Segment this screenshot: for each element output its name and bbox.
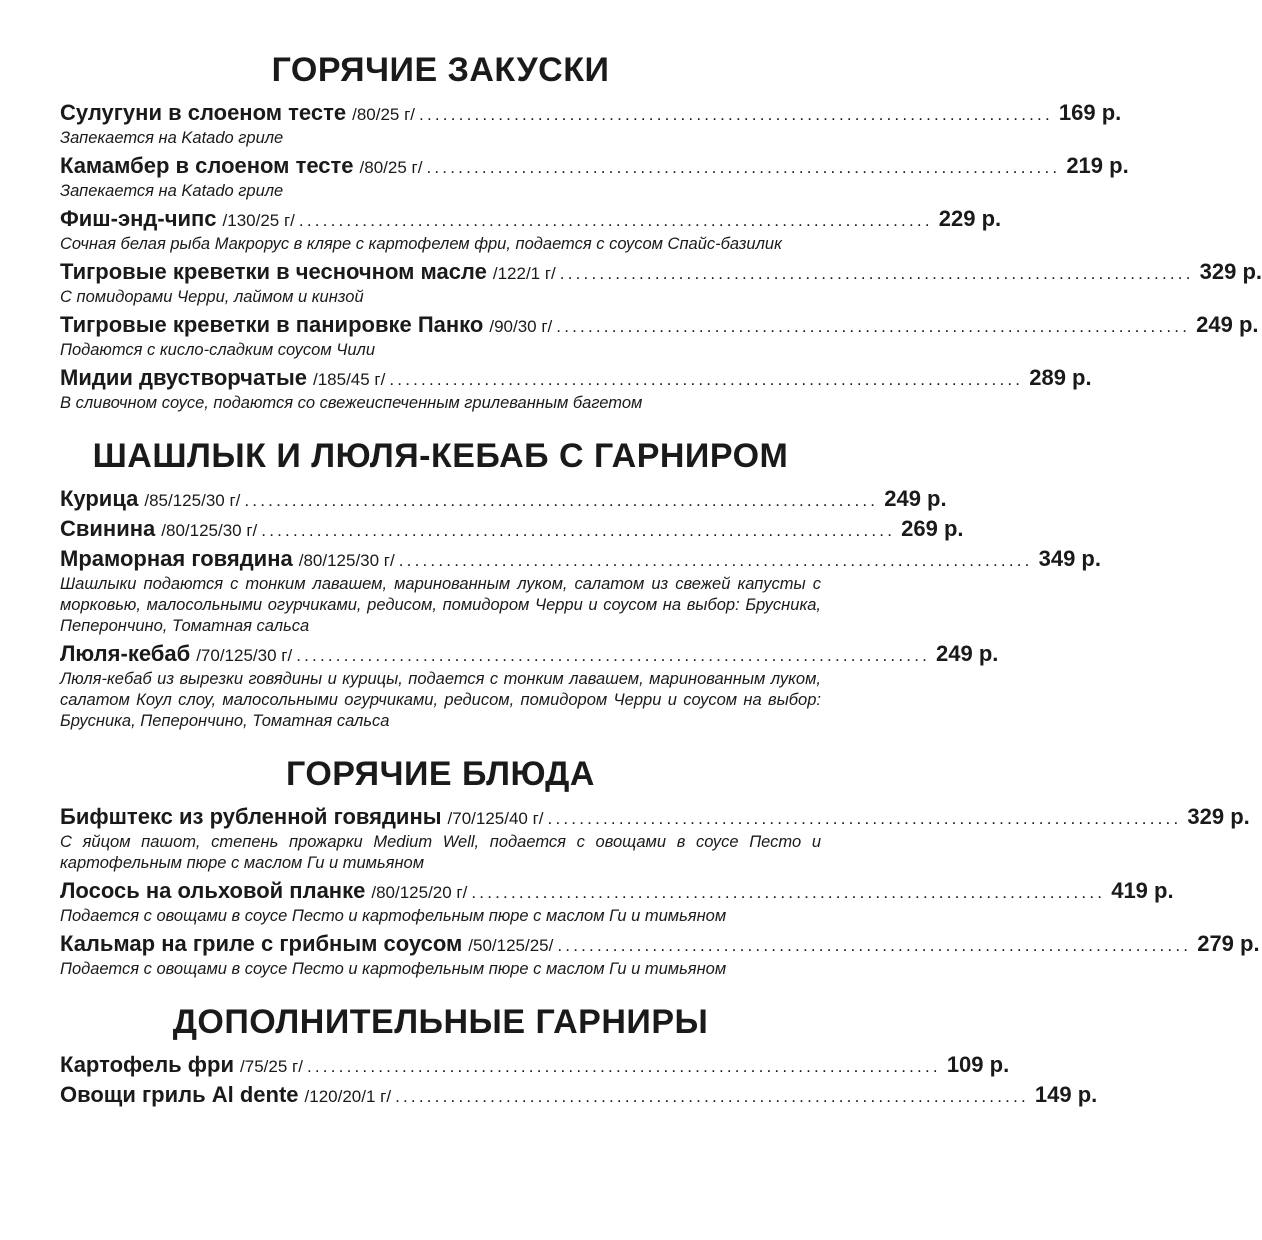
item-portion: /120/20/1 г/ (304, 1087, 392, 1106)
leader-dots: ................................................................................ (395, 1087, 1029, 1106)
item-portion: /80/25 г/ (352, 105, 416, 124)
item-name: Овощи гриль Al dente (60, 1082, 299, 1107)
leader-dots: ................................................................................ (471, 883, 1106, 902)
item-description: Запекается на Katado гриле (60, 129, 284, 147)
menu-item (60, 1082, 1098, 1112)
item-price: 349 р. (1038, 546, 1101, 571)
item-name: Сулугуни в слоеном тесте (60, 100, 347, 125)
item-name: Люля-кебаб (60, 641, 191, 666)
menu-item (60, 546, 1101, 637)
item-description: Шашлыки подаются с тонким лавашем, маринованным луком, салатом из свежей капусты с морковью, малосольными огурчиками, редисом, помидором Черри и соусом на выбор: Брусника, Пеперончино, Томатная сальса (60, 575, 821, 635)
leader-dots: ................................................................................ (559, 264, 1194, 283)
section-title: ШАШЛЫК И ЛЮЛЯ-КЕБАБ С ГАРНИРОМ (92, 437, 789, 475)
menu-page (60, 50, 1262, 1134)
item-price: 269 р. (901, 516, 964, 541)
item-portion: /70/125/40 г/ (447, 809, 544, 828)
item-portion: /122/1 г/ (492, 264, 556, 283)
item-description: Подается с овощами в соусе Песто и картофельным пюре с маслом Ги и тимьяном (60, 907, 727, 925)
item-description: Подается с овощами в соусе Песто и картофельным пюре с маслом Ги и тимьяном (60, 960, 727, 978)
leader-dots: ................................................................................ (244, 491, 879, 510)
leader-dots: ................................................................................ (298, 211, 933, 230)
item-name: Курица (60, 486, 139, 511)
menu-item (60, 259, 1262, 308)
item-price: 229 р. (938, 206, 1002, 231)
leader-dots: ................................................................................ (398, 551, 1033, 570)
section-title: ГОРЯЧИЕ БЛЮДА (286, 755, 595, 793)
item-portion: /185/45 г/ (312, 370, 386, 389)
item-price: 289 р. (1029, 365, 1092, 390)
item-name: Мраморная говядина (60, 546, 293, 571)
item-portion: /85/125/30 г/ (144, 491, 241, 510)
section-shashlik-kebab (60, 436, 1101, 732)
item-name: Фиш-энд-чипс (60, 206, 217, 231)
item-description: С помидорами Черри, лаймом и кинзой (60, 288, 364, 306)
item-portion: /80/125/30 г/ (298, 551, 395, 570)
item-price: 329 р. (1199, 259, 1262, 284)
menu-item (60, 365, 1092, 414)
item-portion: /80/125/30 г/ (161, 521, 258, 540)
item-name: Тигровые креветки в чесночном масле (60, 259, 487, 284)
item-name: Камамбер в слоеном тесте (60, 153, 354, 178)
item-portion: /80/125/20 г/ (371, 883, 468, 902)
leader-dots: ................................................................................ (389, 370, 1024, 389)
item-description: Запекается на Katado гриле (60, 182, 284, 200)
leader-dots: ................................................................................ (547, 809, 1182, 828)
section-side-dishes (60, 1002, 1098, 1112)
leader-dots: ................................................................................ (419, 105, 1053, 124)
leader-dots: ................................................................................ (426, 158, 1061, 177)
menu-item (60, 100, 1122, 149)
item-description: В сливочном соусе, подаются со свежеиспеченным грилеванным багетом (60, 394, 643, 412)
menu-item (60, 486, 947, 516)
menu-item (60, 1052, 1010, 1082)
item-price: 249 р. (884, 486, 947, 511)
menu-item (60, 804, 1250, 874)
leader-dots: ................................................................................ (557, 936, 1192, 955)
item-description: Люля-кебаб из вырезки говядины и курицы, подается с тонким лавашем, маринованным луком, салатом Коул слоу, малосольными огурчиками, редисом, помидором Черри и соусом на выбор: Брусника, Пеперончино, Томатная сальса (60, 670, 821, 730)
item-price: 279 р. (1197, 931, 1260, 956)
item-price: 149 р. (1034, 1082, 1098, 1107)
item-name: Бифштекс из рубленной говядины (60, 804, 442, 829)
menu-item (60, 931, 1260, 980)
item-name: Тигровые креветки в панировке Панко (60, 312, 484, 337)
item-description: С яйцом пашот, степень прожарки Medium Well, подается с овощами в соусе Песто и картофельным пюре с маслом Ги и тимьяном (60, 833, 821, 872)
item-price: 169 р. (1058, 100, 1122, 125)
item-portion: /80/25 г/ (359, 158, 423, 177)
item-name: Лосось на ольховой планке (60, 878, 366, 903)
section-title: ГОРЯЧИЕ ЗАКУСКИ (271, 51, 610, 89)
item-name: Мидии двустворчатые (60, 365, 307, 390)
item-description: Подаются с кисло-сладким соусом Чили (60, 341, 376, 359)
menu-item (60, 312, 1259, 361)
item-description: Сочная белая рыба Макрорус в кляре с картофелем фри, подается с соусом Спайс-базилик (60, 235, 782, 253)
item-price: 249 р. (1196, 312, 1259, 337)
item-price: 419 р. (1111, 878, 1174, 903)
item-price: 219 р. (1066, 153, 1129, 178)
section-title: ДОПОЛНИТЕЛЬНЫЕ ГАРНИРЫ (172, 1003, 709, 1041)
item-name: Кальмар на гриле с грибным соусом (60, 931, 463, 956)
leader-dots: ................................................................................ (296, 646, 931, 665)
item-name: Свинина (60, 516, 156, 541)
leader-dots: ................................................................................ (556, 317, 1191, 336)
item-name: Картофель фри (60, 1052, 235, 1077)
menu-item (60, 641, 999, 732)
menu-item (60, 206, 1002, 255)
section-hot-appetizers (60, 50, 1262, 414)
item-price: 249 р. (936, 641, 999, 666)
menu-item (60, 516, 964, 546)
item-portion: /90/30 г/ (489, 317, 553, 336)
item-portion: /75/25 г/ (240, 1057, 303, 1076)
item-portion: /130/25 г/ (222, 211, 295, 230)
item-price: 329 р. (1187, 804, 1250, 829)
section-hot-dishes (60, 754, 1260, 980)
menu-item (60, 878, 1174, 927)
leader-dots: ................................................................................ (306, 1057, 941, 1076)
item-portion: /70/125/30 г/ (196, 646, 293, 665)
menu-item (60, 153, 1129, 202)
item-price: 109 р. (946, 1052, 1010, 1077)
item-portion: /50/125/25/ (468, 936, 554, 955)
leader-dots: ................................................................................ (261, 521, 896, 540)
